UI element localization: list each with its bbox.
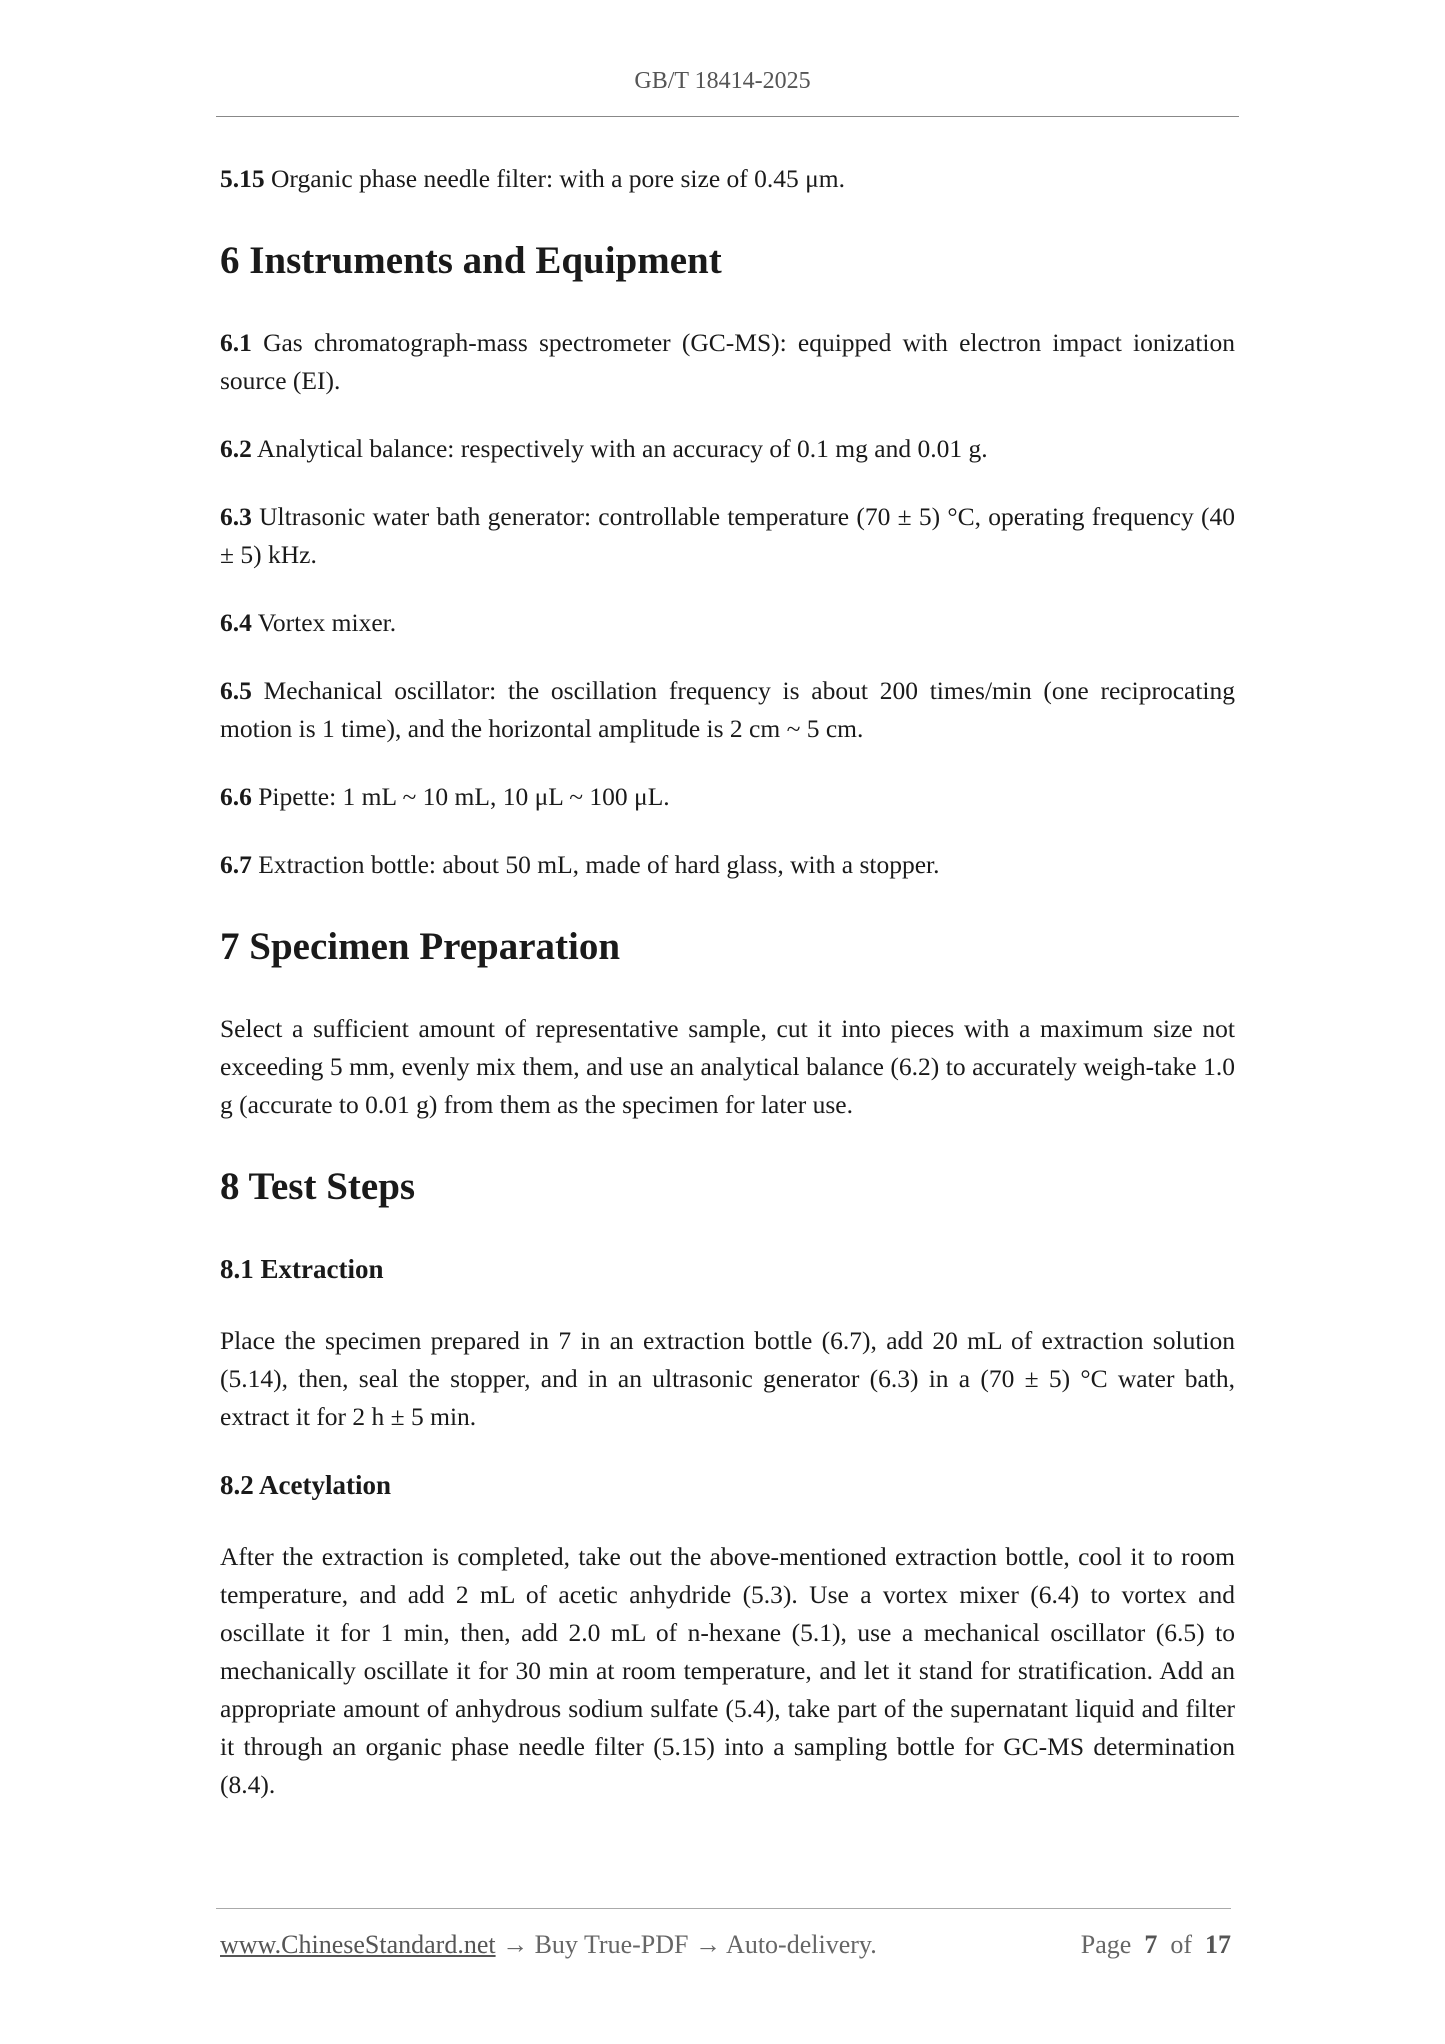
- section-8-1-heading: 8.1 Extraction: [220, 1254, 384, 1284]
- total-pages: 17: [1205, 1930, 1231, 1959]
- footer-divider: [216, 1908, 1231, 1909]
- item-6-4: [220, 604, 1235, 642]
- item-number: 6.6: [220, 782, 252, 811]
- item-6-3: [220, 498, 1235, 574]
- page-word: Page: [1080, 1930, 1132, 1959]
- section-8-2-paragraph: After the extraction is completed, take out the above-mentioned extraction bottle, cool it to room temperature, and add 2 mL of acetic anhydride (5.3). Use a vortex mixer (6.4) to vortex and oscillate it for 1 min, then, add 2.0 mL of n-hexane (5.1), use a mechanical oscillator (6.5) to mechanically oscillate it for 30 min at room temperature, and let it stand for stratification. Add an appropriate amount of anhydrous sodium sulfate (5.4), take part of the supernatant liquid and filter it through an organic phase needle filter (5.15) into a sampling bottle for GC-MS determination (8.4).: [220, 1542, 1235, 1799]
- item-number: 6.4: [220, 608, 252, 637]
- item-6-7: [220, 846, 1235, 884]
- header-divider: [216, 116, 1239, 117]
- current-page: 7: [1144, 1930, 1158, 1959]
- section-6-heading: 6 Instruments and Equipment: [220, 239, 722, 282]
- document-body: [220, 160, 1235, 1804]
- of-word: of: [1170, 1930, 1192, 1959]
- item-text: Vortex mixer.: [251, 608, 397, 637]
- chinesestandard-link[interactable]: www.ChineseStandard.net: [220, 1930, 496, 1959]
- footer-promo: [220, 1930, 877, 1960]
- item-number: 6.7: [220, 850, 252, 879]
- section-7-paragraph: Select a sufficient amount of representative sample, cut it into pieces with a maximum size not exceeding 5 mm, evenly mix them, and use an analytical balance (6.2) to accurately weigh-take 1.0 g (accurate to 0.01 g) from them as the specimen for later use.: [220, 1014, 1235, 1119]
- item-6-1: [220, 324, 1235, 400]
- item-number: 5.15: [220, 164, 265, 193]
- section-8-2-heading: 8.2 Acetylation: [220, 1470, 391, 1500]
- section-8-1-paragraph: Place the specimen prepared in 7 in an extraction bottle (6.7), add 20 mL of extraction solution (5.14), then, seal the stopper, and in an ultrasonic generator (6.3) in a (70 ± 5) °C water bath, extract it for 2 h ± 5 min.: [220, 1326, 1235, 1431]
- item-6-2: [220, 430, 1235, 468]
- footer-promo-text: → Buy True-PDF → Auto-delivery.: [495, 1930, 877, 1959]
- section-7-heading: 7 Specimen Preparation: [220, 925, 621, 968]
- item-text: Organic phase needle filter: with a pore size of 0.45 μm.: [264, 164, 846, 193]
- item-text: Gas chromatograph-mass spectrometer (GC-MS): equipped with electron impact ionization source (EI).: [220, 328, 1235, 395]
- item-text: Extraction bottle: about 50 mL, made of hard glass, with a stopper.: [251, 850, 940, 879]
- item-text: Analytical balance: respectively with an accuracy of 0.1 mg and 0.01 g.: [251, 434, 988, 463]
- item-6-6: [220, 778, 1235, 816]
- item-number: 6.1: [220, 328, 252, 357]
- section-8-heading: 8 Test Steps: [220, 1165, 416, 1208]
- item-number: 6.2: [220, 434, 252, 463]
- document-header: GB/T 18414-2025: [634, 68, 811, 94]
- item-number: 6.5: [220, 676, 252, 705]
- page-number: [1081, 1930, 1231, 1960]
- item-text: Pipette: 1 mL ~ 10 mL, 10 μL ~ 100 μL.: [251, 782, 670, 811]
- item-text: Ultrasonic water bath generator: controllable temperature (70 ± 5) °C, operating frequency (40 ± 5) kHz.: [220, 502, 1235, 569]
- item-text: Mechanical oscillator: the oscillation frequency is about 200 times/min (one reciprocating motion is 1 time), and the horizontal amplitude is 2 cm ~ 5 cm.: [220, 676, 1235, 743]
- item-number: 6.3: [220, 502, 252, 531]
- item-6-5: [220, 672, 1235, 748]
- item-5-15: [220, 160, 1235, 198]
